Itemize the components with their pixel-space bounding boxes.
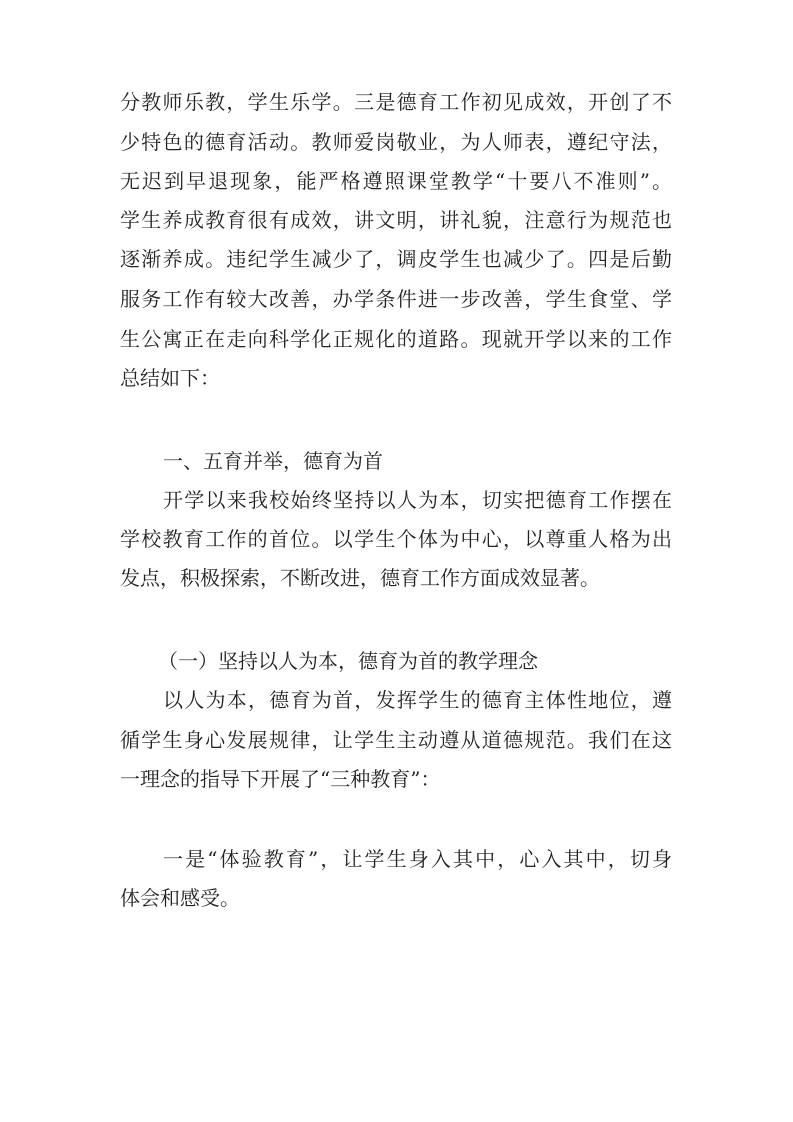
paragraph-line: 逐渐养成。违纪学生减少了，调皮学生也减少了。四是后勤 [120,247,672,271]
paragraph-line: 学生养成教育很有成效，讲文明，讲礼貌，注意行为规范也 [120,208,672,232]
paragraph-line: 分教师乐教，学生乐学。三是德育工作初见成效，开创了不 [120,90,672,114]
paragraph-line: 总结如下： [120,366,220,390]
paragraph-line: 无迟到早退现象，能严格遵照课堂教学“十要八不准则”。 [120,169,672,193]
subsection-heading: （一）坚持以人为本，德育为首的教学理念 [158,649,538,673]
section-heading: 一、五育并举，德育为首 [163,449,383,473]
paragraph-line: 生公寓正在走向科学化正规化的道路。现就开学以来的工作 [120,327,672,351]
paragraph-line: 少特色的德育活动。教师爱岗敬业，为人师表，遵纪守法， [120,130,672,154]
paragraph-line: 服务工作有较大改善，办学条件进一步改善，学生食堂、学 [120,287,672,311]
paragraph-line: 学校教育工作的首位。以学生个体为中心，以尊重人格为出 [120,527,672,551]
paragraph-line: 循学生身心发展规律，让学生主动遵从道德规范。我们在这 [120,728,672,752]
paragraph-line: 体会和感受。 [120,886,240,910]
paragraph-line: 发点，积极探索，不断改进，德育工作方面成效显著。 [120,566,600,590]
paragraph-line: 一理念的指导下开展了“三种教育”： [120,767,441,791]
paragraph-line: 以人为本，德育为首，发挥学生的德育主体性地位，遵 [163,688,672,712]
paragraph-line: 开学以来我校始终坚持以人为本，切实把德育工作摆在 [163,488,672,512]
paragraph-line: 一是“体验教育”，让学生身入其中，心入其中，切身 [163,847,672,871]
